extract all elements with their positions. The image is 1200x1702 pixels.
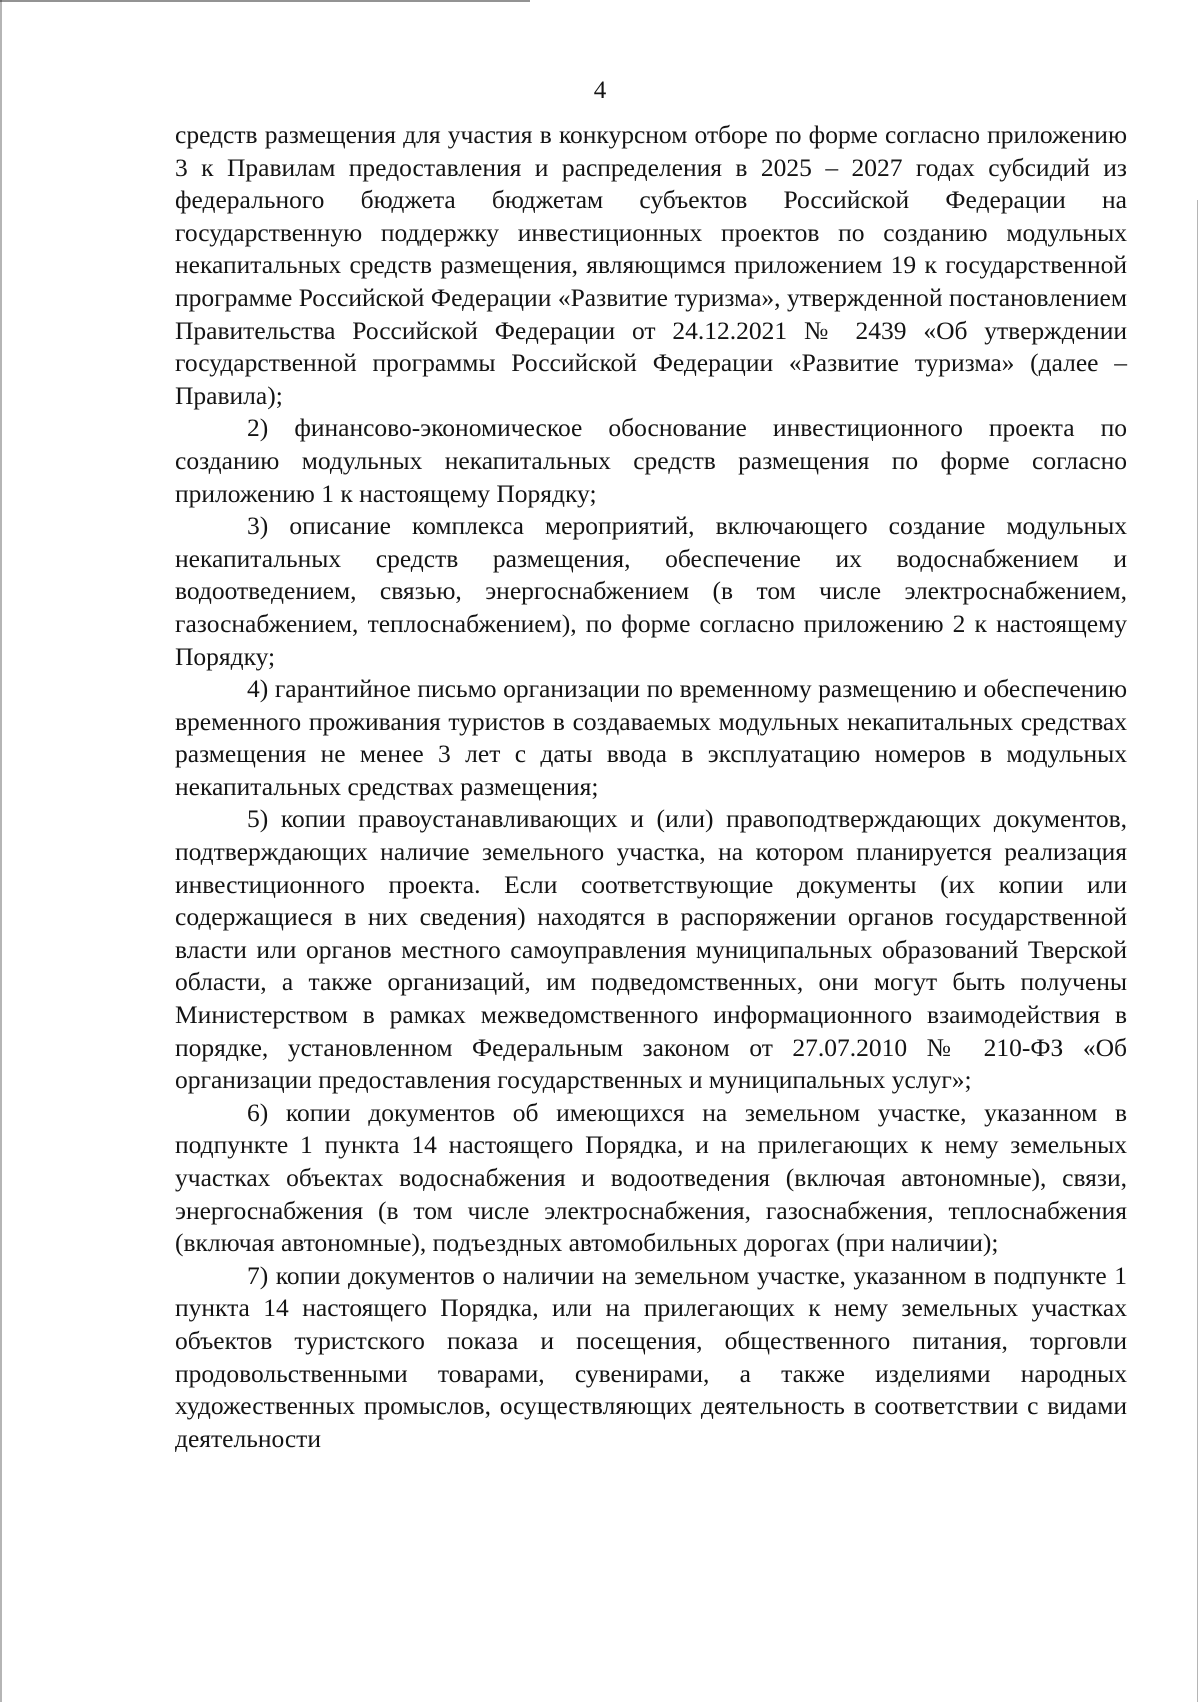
page-number: 4 xyxy=(593,77,607,104)
paragraph-item-2: 2) финансово-экономическое обоснование инвестиционного проекта по созданию модульных некапитальных средств размещения по форме согласно приложению 1 к настоящему Порядку; xyxy=(175,413,1127,508)
paragraph-item-5: 5) копии правоустанавливающих и (или) правоподтверждающих документов, подтверждающих наличие земельного участка, на котором планируется реализация инвестиционного проекта. Если соответствующие документы (их копии или содержащиеся в них сведения) находятся в распоряжении органов государственной власти или органов местного самоуправления муниципальных образований Тверской области, а также организаций, им подведомственных, они могут быть получены Министерством в рамках межведомственного информационного взаимодействия в порядке, установленном Федеральным законом от 27.07.2010 № 210-ФЗ «Об организации предоставления государственных и муниципальных услуг»; xyxy=(175,804,1127,1095)
paragraph-item-4: 4) гарантийное письмо организации по временному размещению и обеспечению временного проживания туристов в создаваемых модульных некапитальных средствах размещения не менее 3 лет с даты ввода в эксплуатацию номеров в модульных некапитальных средствах размещения; xyxy=(175,674,1127,801)
scan-edge-top xyxy=(0,0,530,2)
scan-edge-left xyxy=(0,0,2,1702)
document-body xyxy=(175,119,1127,1455)
paragraph-item-7: 7) копии документов о наличии на земельном участке, указанном в подпункте 1 пункта 14 настоящего Порядка, или на прилегающих к нему земельных участках объектов туристского показа и посещения, общественного питания, торговли продовольственными товарами, сувенирами, а также изделиями народных художественных промыслов, осуществляющих деятельность в соответствии с видами деятельности xyxy=(175,1260,1127,1453)
paragraph-item-6: 6) копии документов об имеющихся на земельном участке, указанном в подпункте 1 пункта 14 настоящего Порядка, и на прилегающих к нему земельных участках объектах водоснабжения и водоотведения (включая автономные), связи, энергоснабжения (в том числе электроснабжения, газоснабжения, теплоснабжения (включая автономные), подъездных автомобильных дорогах (при наличии); xyxy=(175,1097,1127,1258)
paragraph-item-3: 3) описание комплекса мероприятий, включающего создание модульных некапитальных средств размещения, обеспечение их водоснабжением и водоотведением, связью, энергоснабжением (в том числе электроснабжением, газоснабжением, теплоснабжением), по форме согласно приложению 2 к настоящему Порядку; xyxy=(175,511,1127,671)
paragraph-continuation: средств размещения для участия в конкурсном отборе по форме согласно приложению 3 к Правилам предоставления и распределения в 2025 – 2027 годах субсидий из федерального бюджета бюджетам субъектов Российской Федерации на государственную поддержку инвестиционных проектов по созданию модульных некапитальных средств размещения, являющимся приложением 19 к государственной программе Российской Федерации «Развитие туризма», утвержденной постановлением Правительства Российской Федерации от 24.12.2021 № 2439 «Об утверждении государственной программы Российской Федерации «Развитие туризма» (далее – Правила); xyxy=(175,120,1127,410)
scan-edge-right xyxy=(1197,200,1198,1702)
